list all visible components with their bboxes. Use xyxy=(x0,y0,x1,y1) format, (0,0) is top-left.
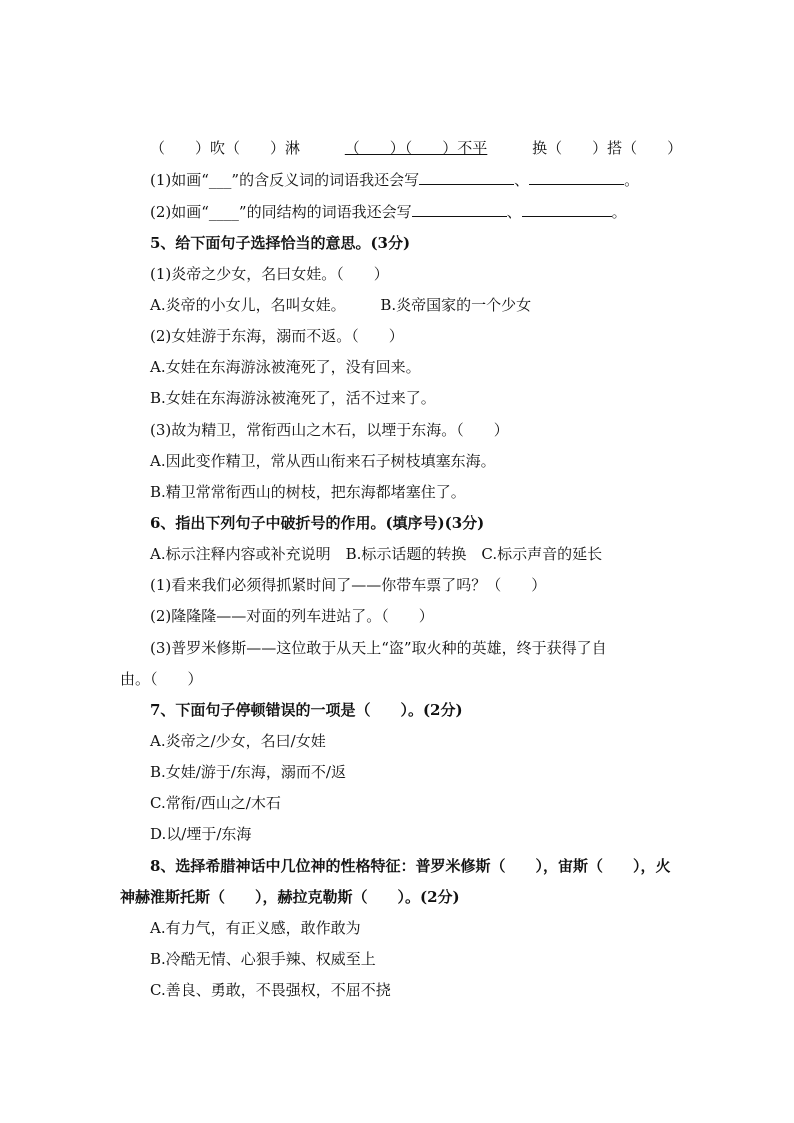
question-6-options: A.标示注释内容或补充说明 B.标示话题的转换 C.标示声音的延长 xyxy=(150,545,603,563)
antonym-words-line xyxy=(150,170,639,190)
question-5-item-1: (1)炎帝之少女，名曰女娃。（ ） xyxy=(150,265,389,283)
question-7-option-d: D.以/堙于/东海 xyxy=(150,825,252,843)
answer-blank xyxy=(419,170,514,185)
question-5-item-2-option-a: A.女娃在东海游泳被淹死了，没有回来。 xyxy=(150,358,421,376)
idiom-blank-3: 换（ ）搭（ ） xyxy=(532,139,683,157)
question-5-item-3-option-b: B.精卫常常衔西山的树枝，把东海都堵塞住了。 xyxy=(150,483,466,501)
question-8-option-b: B.冷酷无情、心狠手辣、权威至上 xyxy=(150,950,376,968)
option-b: B.炎帝国家的一个少女 xyxy=(380,296,532,314)
answer-blank xyxy=(412,202,507,217)
question-5-item-1-options xyxy=(150,295,531,315)
period: 。 xyxy=(624,171,640,189)
question-7-option-a: A.炎帝之/少女，名曰/女娃 xyxy=(150,732,326,750)
question-6-item-2: (2)隆隆隆——对面的列车进站了。（ ） xyxy=(150,607,434,625)
question-6-item-3-continued: 由。（ ） xyxy=(120,670,203,688)
question-5-heading: 5、给下面句子选择恰当的意思。(3分) xyxy=(150,234,411,252)
question-5-item-2-option-b: B.女娃在东海游泳被淹死了，活不过来了。 xyxy=(150,389,436,407)
question-7-heading: 7、下面句子停顿错误的一项是（ ）。(2分) xyxy=(150,701,463,719)
idiom-blank-2: （ ）（ ）不平 xyxy=(344,139,488,157)
question-7-option-b: B.女娃/游于/东海，溺而不/返 xyxy=(150,763,346,781)
structure-prompt: (2)如画“____”的同结构的词语我还会写 xyxy=(150,203,412,221)
separator: 、 xyxy=(506,203,522,221)
question-7-option-c: C.常衔/西山之/木石 xyxy=(150,794,281,812)
question-6-item-1: (1)看来我们必须得抓紧时间了——你带车票了吗？（ ） xyxy=(150,576,547,594)
question-8-option-c: C.善良、勇敢，不畏强权，不屈不挠 xyxy=(150,981,391,999)
antonym-prompt: (1)如画“___”的含反义词的词语我还会写 xyxy=(150,171,420,189)
structure-words-line xyxy=(150,202,627,222)
question-6-item-3: (3)普罗米修斯——这位敢于从天上“盗”取火种的英雄，终于获得了自 xyxy=(150,639,607,657)
question-6-heading: 6、指出下列句子中破折号的作用。(填序号)(3分) xyxy=(150,514,485,532)
option-a: A.炎帝的小女儿，名叫女娃。 xyxy=(150,296,346,314)
question-5-item-3-option-a: A.因此变作精卫，常从西山衔来石子树枝填塞东海。 xyxy=(150,452,496,470)
idiom-blank-1: （ ）吹（ ）淋 xyxy=(150,139,301,157)
answer-blank xyxy=(522,202,612,217)
answer-blank xyxy=(529,170,624,185)
separator: 、 xyxy=(514,171,530,189)
period: 。 xyxy=(611,203,627,221)
question-5-item-3: (3)故为精卫，常衔西山之木石，以堙于东海。（ ） xyxy=(150,421,509,439)
question-5-item-2: (2)女娃游于东海，溺而不返。（ ） xyxy=(150,327,404,345)
question-8-heading: 8、选择希腊神话中几位神的性格特征：普罗米修斯（ ），宙斯（ ），火 xyxy=(150,857,671,875)
question-8-option-a: A.有力气，有正义感，敢作敢为 xyxy=(150,919,361,937)
question-8-heading-continued: 神赫淮斯托斯（ ），赫拉克勒斯（ ）。(2分) xyxy=(120,888,460,906)
idiom-blanks-line xyxy=(150,138,682,158)
